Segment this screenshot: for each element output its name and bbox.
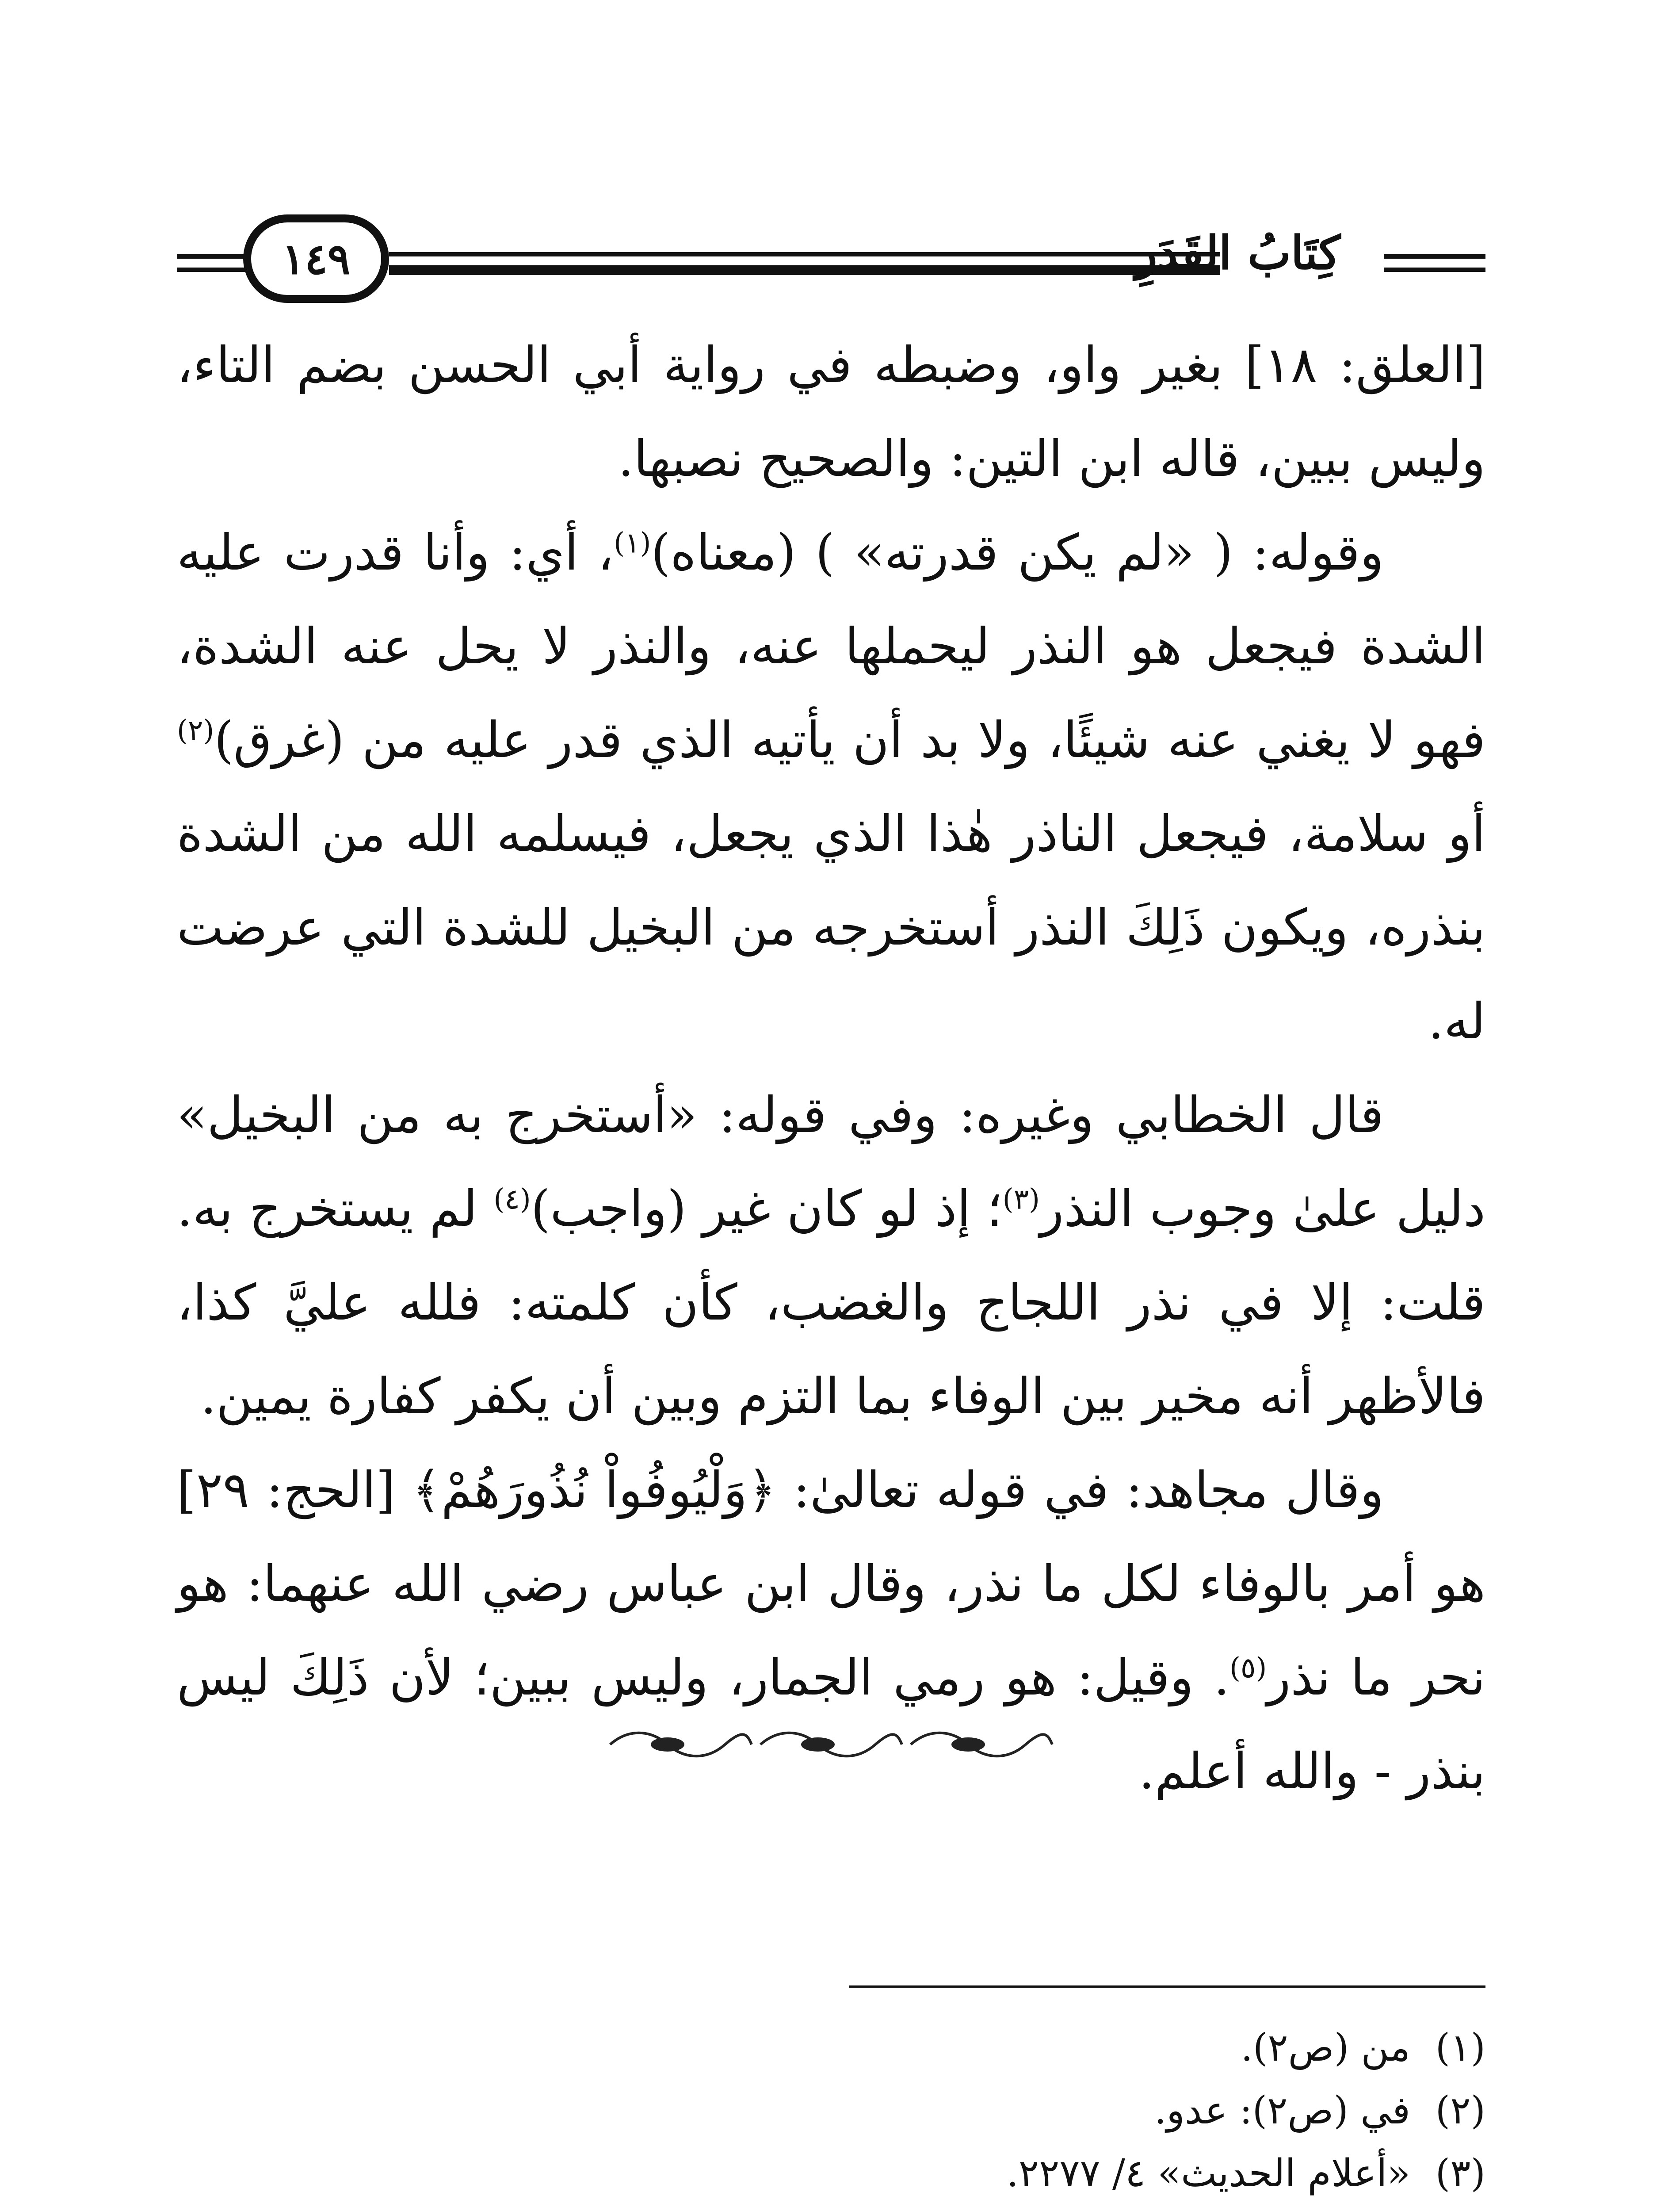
section-ornament — [601, 1725, 1061, 1764]
footnote-ref-1: (١) — [614, 527, 651, 560]
book-title: كِتَابُ القَدَرِ — [1135, 226, 1341, 280]
header-rule-right — [1384, 254, 1485, 259]
footnote-separator — [849, 1985, 1485, 1988]
footnote-number: (١) — [1435, 2026, 1485, 2070]
footnote-ref-4: (٤) — [493, 1183, 531, 1216]
paragraph-4-part-a: وقال مجاهد: في قوله تعالىٰ: ﴿وَلْيُوفُواْ نُذُورَهُمْ﴾ [الحج: ٢٩] هو أمر بالوفاء لكل ما نذر، وقال ابن عباس رضي الله عنهما: هو نحر ما نذر — [177, 1461, 1486, 1706]
paragraph-2-part-b: ، أي: وأنا قدرت عليه الشدة فيجعل هو النذر ليحملها عنه، والنذر لا يحل عنه الشدة، فهو لا يغني عنه شيئًا، ولا بد أن يأتيه الذي قدر عليه من (غرق) — [177, 524, 1486, 769]
header-rule-right — [1384, 268, 1485, 272]
footnotes — [265, 2016, 1485, 2211]
footnote-2 — [265, 2079, 1485, 2142]
footnote-1 — [265, 2016, 1485, 2079]
page-number: ١٤٩ — [282, 233, 351, 284]
footnote-4 — [265, 2205, 1485, 2211]
paragraph-4-part-b: . وقيل: هو رمي الجمار، وليس ببين؛ لأن ذَلِكَ ليس بنذر - والله أعلم. — [177, 1649, 1485, 1800]
paragraph-2-part-c: أو سلامة، فيجعل الناذر هٰذا الذي يجعل، فيسلمه الله من الشدة بنذره، ويكون ذَلِكَ النذر أستخرجه من البخيل للشدة التي عرضت له. — [177, 805, 1485, 1050]
paragraph-1: [العلق: ١٨] بغير واو، وضبطه في رواية أبي الحسن بضم التاء، وليس ببين، قاله ابن التين: والصحيح نصبها. — [177, 337, 1485, 488]
paragraph-2-part-a: وقوله: ( «لم يكن قدرته» ) (معناه) — [651, 524, 1384, 581]
footnote-text: من (ص٢). — [1241, 2026, 1410, 2070]
paragraph-3-part-c: لم يستخرج به. قلت: إلا في نذر اللجاج والغضب، كأن كلمته: فلله عليَّ كذا، فالأظهر أنه مخير بين الوفاء بما التزم وبين أن يكفر كفارة يمين. — [177, 1180, 1486, 1425]
footnote-number: (٢) — [1435, 2089, 1485, 2133]
paragraph-3-part-a: قال الخطابي وغيره: وفي قوله: «أستخرج به من البخيل» دليل علىٰ وجوب النذر — [177, 1086, 1486, 1238]
footnote-ref-2: (٢) — [177, 714, 214, 747]
footnote-ref-5: (٥) — [1229, 1652, 1267, 1685]
page-header — [177, 195, 1485, 318]
header-rule-middle — [389, 265, 1220, 275]
paragraph-3-part-b: ؛ إذ لو كان غير (واجب) — [531, 1180, 1003, 1238]
footnote-ref-3: (٣) — [1002, 1183, 1040, 1216]
footnote-number — [1410, 2205, 1485, 2211]
header-rule-middle — [389, 252, 1220, 256]
paragraph-2 — [177, 506, 1485, 1068]
footnote-text: في (ص٢): عدو. — [1154, 2089, 1410, 2133]
footnote-text: «أعلام الحديث» ٤/ ٢٢٧٧. — [1006, 2151, 1410, 2196]
paragraph-3 — [177, 1068, 1485, 1443]
footnote-text — [709, 2205, 1410, 2211]
page-number-badge — [243, 214, 389, 303]
footnote-3 — [265, 2142, 1485, 2205]
main-text — [177, 318, 1485, 1818]
footnote-number: (٣) — [1435, 2151, 1485, 2196]
